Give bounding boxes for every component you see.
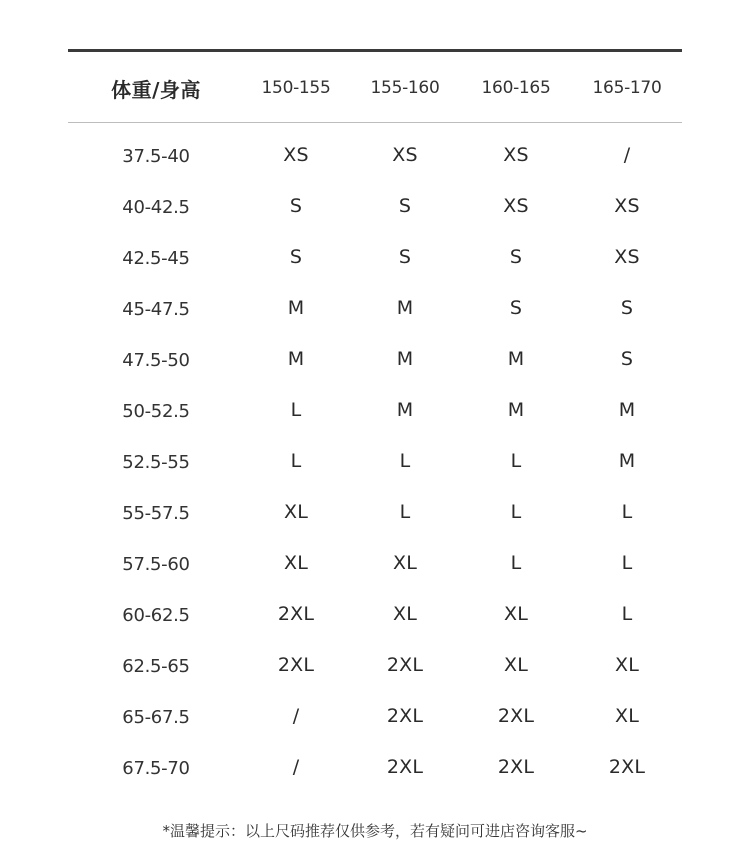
- size-cell: S: [398, 194, 412, 217]
- size-cell: XL: [614, 653, 639, 676]
- size-cell: L: [510, 551, 522, 574]
- size-recommendation-note: *温馨提示：以上尺码推荐仅供参考，若有疑问可进店咨询客服~: [162, 822, 588, 840]
- size-cell: S: [620, 296, 634, 319]
- table-row: [68, 486, 682, 537]
- weight-range: 55-57.5: [122, 503, 190, 524]
- table-row: [68, 282, 682, 333]
- table-row: [68, 741, 682, 792]
- size-chart-table: [68, 49, 682, 792]
- size-cell: XS: [614, 245, 640, 268]
- size-cell: L: [399, 500, 411, 523]
- size-cell: XS: [392, 143, 418, 166]
- weight-range: 47.5-50: [122, 350, 190, 371]
- table-row: [68, 384, 682, 435]
- size-cell: XS: [614, 194, 640, 217]
- table-row: [68, 537, 682, 588]
- size-cell: 2XL: [386, 704, 424, 727]
- size-cell: XL: [503, 602, 528, 625]
- size-cell: 2XL: [497, 755, 535, 778]
- size-cell: M: [396, 347, 414, 370]
- size-cell: M: [396, 296, 414, 319]
- size-cell: 2XL: [608, 755, 646, 778]
- size-cell: M: [287, 296, 305, 319]
- height-header-160-165: 160-165: [481, 78, 551, 98]
- weight-range: 57.5-60: [122, 554, 190, 575]
- corner-header-label: 体重/身高: [111, 77, 201, 102]
- weight-range: 42.5-45: [122, 248, 190, 269]
- size-cell: S: [398, 245, 412, 268]
- size-cell: M: [618, 449, 636, 472]
- size-cell: L: [290, 449, 302, 472]
- size-cell: XL: [283, 500, 308, 523]
- size-cell: S: [289, 245, 303, 268]
- size-cell: M: [287, 347, 305, 370]
- weight-range: 45-47.5: [122, 299, 190, 320]
- size-cell: L: [290, 398, 302, 421]
- size-cell: M: [507, 347, 525, 370]
- size-cell: S: [289, 194, 303, 217]
- size-cell: XL: [392, 551, 417, 574]
- weight-range: 60-62.5: [122, 605, 190, 626]
- table-row: [68, 129, 682, 180]
- weight-range: 50-52.5: [122, 401, 190, 422]
- size-cell: XS: [503, 194, 529, 217]
- height-header-165-170: 165-170: [592, 78, 662, 98]
- table-header-row: [68, 52, 682, 123]
- size-cell: 2XL: [497, 704, 535, 727]
- size-cell: S: [509, 296, 523, 319]
- weight-range: 65-67.5: [122, 707, 190, 728]
- size-cell: M: [507, 398, 525, 421]
- size-cell: S: [509, 245, 523, 268]
- table-row: [68, 231, 682, 282]
- size-cell: 2XL: [386, 653, 424, 676]
- table-row: [68, 639, 682, 690]
- size-cell: XL: [614, 704, 639, 727]
- size-cell: /: [292, 704, 300, 727]
- table-row: [68, 333, 682, 384]
- size-cell: XS: [503, 143, 529, 166]
- table-row: [68, 690, 682, 741]
- size-cell: XS: [283, 143, 309, 166]
- table-row: [68, 588, 682, 639]
- size-cell: S: [620, 347, 634, 370]
- size-cell: M: [396, 398, 414, 421]
- size-cell: XL: [392, 602, 417, 625]
- table-row: [68, 180, 682, 231]
- table-row: [68, 435, 682, 486]
- weight-range: 62.5-65: [122, 656, 190, 677]
- size-cell: L: [510, 449, 522, 472]
- size-cell: XL: [503, 653, 528, 676]
- weight-range: 40-42.5: [122, 197, 190, 218]
- size-cell: XL: [283, 551, 308, 574]
- height-header-150-155: 150-155: [261, 78, 331, 98]
- size-cell: 2XL: [386, 755, 424, 778]
- height-header-155-160: 155-160: [370, 78, 440, 98]
- weight-range: 67.5-70: [122, 758, 190, 779]
- size-cell: L: [510, 500, 522, 523]
- table-body: [68, 123, 682, 792]
- size-cell: /: [623, 143, 631, 166]
- weight-range: 52.5-55: [122, 452, 190, 473]
- size-cell: L: [621, 500, 633, 523]
- size-cell: /: [292, 755, 300, 778]
- size-cell: 2XL: [277, 653, 315, 676]
- size-cell: L: [399, 449, 411, 472]
- size-cell: L: [621, 551, 633, 574]
- size-cell: 2XL: [277, 602, 315, 625]
- size-cell: M: [618, 398, 636, 421]
- weight-range: 37.5-40: [122, 146, 190, 167]
- size-cell: L: [621, 602, 633, 625]
